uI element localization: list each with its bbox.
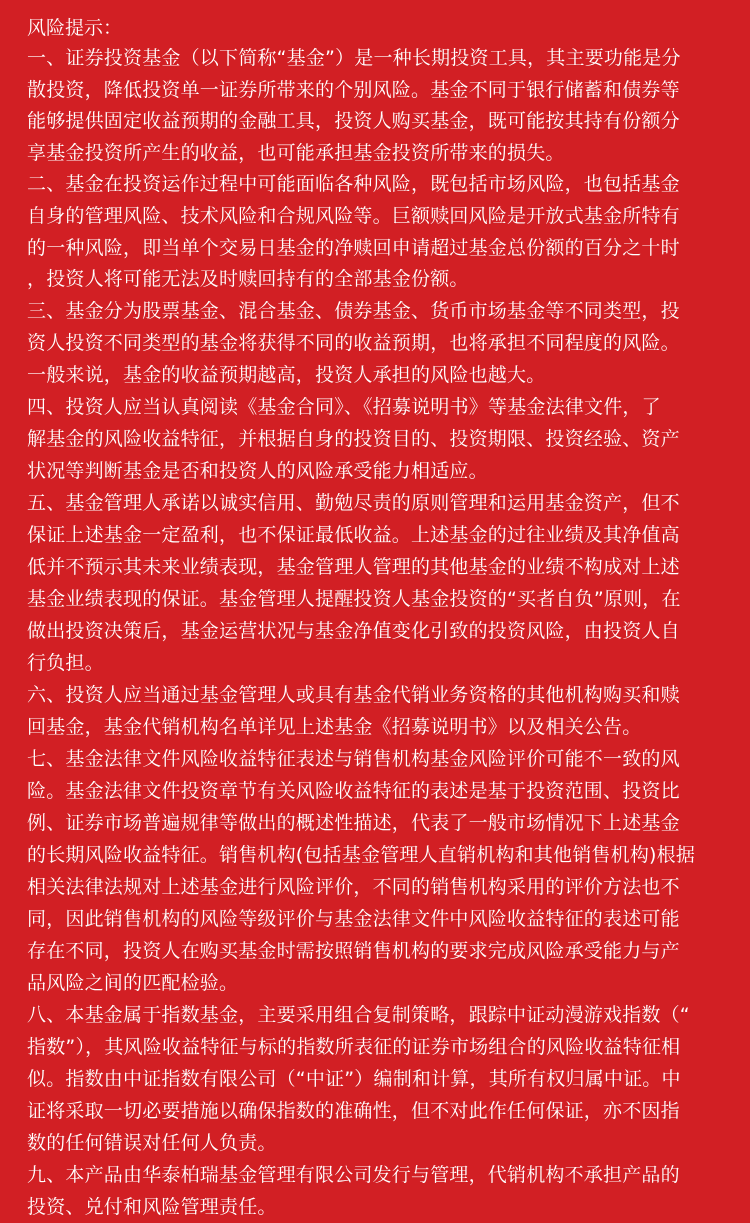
disclosure-paragraph (27, 743, 732, 999)
paragraph-line: 七、基金法律文件风险收益特征表述与销售机构基金风险评价可能不一致的风 (27, 747, 680, 770)
paragraph-line: ，投资人将可能无法及时赎回持有的全部基金份额。 (27, 268, 469, 291)
paragraph-line: 状况等判断基金是否和投资人的风险承受能力相适应。 (27, 459, 488, 482)
disclosure-paragraph (27, 168, 732, 294)
paragraph-line: 一、证券投资基金（以下简称“基金”）是一种长期投资工具，其主要功能是分 (27, 47, 681, 69)
disclosure-paragraph (27, 1159, 732, 1223)
paragraph-line: 四、投资人应当认真阅读《基金合同》、《招募说明书》等基金法律文件，了 (27, 395, 661, 418)
paragraph-line: 五、基金管理人承诺以诚实信用、勤勉尽责的原则管理和运用基金资产，但不 (27, 491, 680, 514)
paragraph-line: 数的任何错误对任何人负责。 (27, 1131, 277, 1154)
paragraph-line: 三、基金分为股票基金、混合基金、债券基金、货币市场基金等不同类型，投 (27, 299, 680, 322)
paragraph-line: 低并不预示其未来业绩表现，基金管理人管理的其他基金的业绩不构成对上述 (27, 555, 680, 578)
paragraph-line: 二、基金在投资运作过程中可能面临各种风险，既包括市场风险，也包括基金 (27, 173, 680, 196)
paragraph-line: 六、投资人应当通过基金管理人或具有基金代销业务资格的其他机构购买和赎 (27, 683, 680, 706)
paragraph-line: 解基金的风险收益特征，并根据自身的投资目的、投资期限、投资经验、资产 (27, 427, 680, 450)
paragraph-line: 投资、兑付和风险管理责任。 (27, 1195, 277, 1218)
paragraph-line: 的一种风险，即当单个交易日基金的净赎回申请超过基金总份额的百分之十时 (27, 236, 680, 259)
disclosure-paragraph (27, 295, 732, 391)
disclosure-paragraph (27, 42, 732, 168)
paragraph-line: 的长期风险收益特征。销售机构(包括基金管理人直销机构和其他销售机构)根据 (27, 843, 696, 866)
paragraph-line: 同，因此销售机构的风险等级评价与基金法律文件中风险收益特征的表述可能 (27, 907, 680, 930)
paragraph-line: 相关法律法规对上述基金进行风险评价，不同的销售机构采用的评价方法也不 (27, 875, 680, 898)
paragraph-line: 能够提供固定收益预期的金融工具，投资人购买基金，既可能按其持有份额分 (27, 110, 680, 133)
paragraph-line: 享基金投资所产生的收益，也可能承担基金投资所带来的损失。 (27, 141, 565, 164)
disclosure-heading: 风险提示： (27, 17, 123, 39)
paragraph-line: 指数”），其风险收益特征与标的指数所表征的证券市场组合的风险收益特征相 (27, 1035, 681, 1058)
paragraph-line: 散投资，降低投资单一证券所带来的个别风险。基金不同于银行储蓄和债券等 (27, 78, 680, 101)
paragraph-line: 八、本基金属于指数基金，主要采用组合复制策略，跟踪中证动漫游戏指数（“ (27, 1003, 690, 1026)
paragraph-line: 回基金，基金代销机构名单详见上述基金《招募说明书》以及相关公告。 (27, 715, 642, 738)
paragraph-line: 行负担。 (27, 651, 104, 674)
paragraph-line: 一般来说，基金的收益预期越高，投资人承担的风险也越大。 (27, 363, 546, 386)
paragraph-line: 例、证券市场普遍规律等做出的概述性描述，代表了一般市场情况下上述基金 (27, 811, 680, 834)
disclosure-paragraph (27, 391, 732, 487)
paragraph-line: 资人投资不同类型的基金将获得不同的收益预期，也将承担不同程度的风险。 (27, 331, 680, 354)
paragraph-line: 证将采取一切必要措施以确保指数的准确性，但不对此作任何保证，亦不因指 (27, 1099, 680, 1122)
paragraph-line: 险。基金法律文件投资章节有关风险收益特征的表述是基于投资范围、投资比 (27, 779, 680, 802)
paragraph-line: 存在不同，投资人在购买基金时需按照销售机构的要求完成风险承受能力与产 (27, 939, 680, 962)
paragraph-line: 似。指数由中证指数有限公司（“中证”）编制和计算，其所有权归属中证。中 (27, 1067, 681, 1090)
disclosure-paragraph (27, 487, 732, 679)
disclosure-paragraph (27, 999, 732, 1159)
paragraph-line: 基金业绩表现的保证。基金管理人提醒投资人基金投资的“买者自负”原则，在 (27, 587, 681, 610)
disclosure-body (27, 42, 732, 1223)
paragraph-line: 保证上述基金一定盈利，也不保证最低收益。上述基金的过往业绩及其净值高 (27, 523, 680, 546)
paragraph-line: 做出投资决策后，基金运营状况与基金净值变化引致的投资风险，由投资人自 (27, 619, 680, 642)
disclosure-paragraph (27, 679, 732, 743)
paragraph-line: 自身的管理风险、技术风险和合规风险等。巨额赎回风险是开放式基金所特有 (27, 204, 680, 227)
paragraph-line: 九、本产品由华泰柏瑞基金管理有限公司发行与管理，代销机构不承担产品的 (27, 1163, 680, 1186)
paragraph-line: 品风险之间的匹配检验。 (27, 971, 239, 994)
